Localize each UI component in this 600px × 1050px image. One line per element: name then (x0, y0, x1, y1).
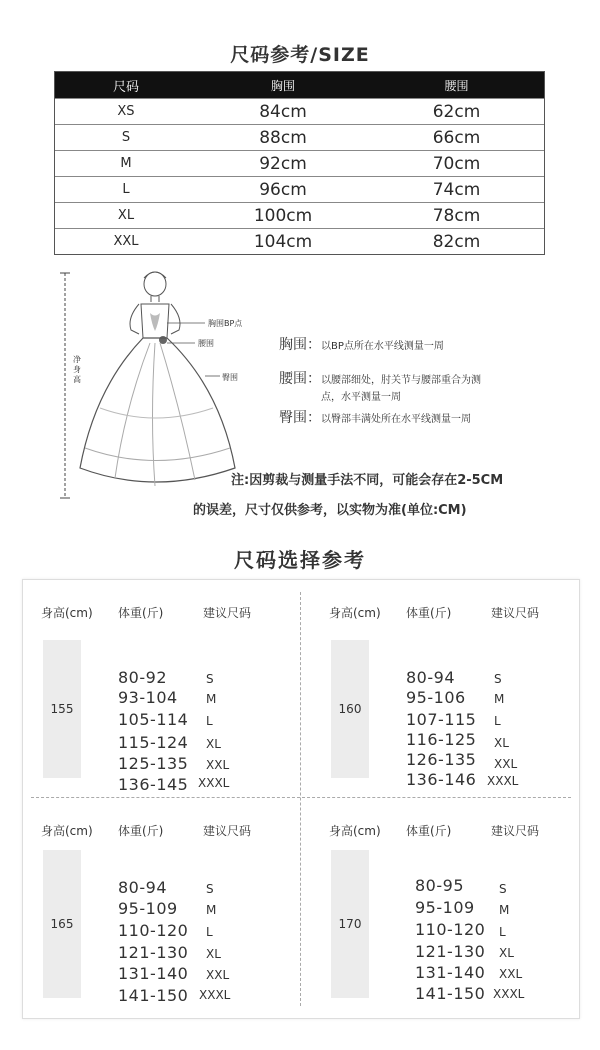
bust-cell: 84cm (259, 101, 307, 122)
weight-range: 141-150 (118, 986, 189, 1005)
height-header: 身高(cm) (329, 824, 381, 838)
height-value: 170 (331, 850, 369, 998)
bust-cell: 92cm (259, 153, 307, 174)
bust-measurement-desc: 以BP点所在水平线测量一周 (321, 341, 444, 352)
weight-range: 131-140 (415, 963, 486, 982)
gown-figure (55, 268, 275, 503)
height-header: 身高(cm) (41, 824, 93, 838)
size-cell: S (121, 130, 131, 145)
hip-measurement-name: 臀围： (279, 410, 321, 426)
suggested-size: XXL (206, 968, 230, 982)
waist-measurement-desc-2: 点，水平测量一周 (321, 392, 401, 403)
gown-illustration (55, 268, 275, 503)
table-row (55, 228, 544, 254)
suggested-size: XL (499, 946, 514, 960)
waist-measurement (279, 368, 481, 388)
bust-cell: 100cm (253, 205, 313, 226)
weight-header: 体重(斤) (118, 606, 164, 620)
weight-range: 110-120 (118, 921, 189, 940)
size-table (54, 71, 545, 255)
bust-cell: 88cm (259, 127, 307, 148)
waist-measurement-name: 腰围： (279, 371, 321, 387)
suggested-size: XXXL (493, 987, 525, 1001)
table-row (55, 124, 544, 150)
suggested-size: XXL (206, 758, 230, 772)
weight-range: 107-115 (406, 710, 477, 729)
waist-measurement-desc: 以腰部细处，肘关节与腰部重合为测 (321, 375, 481, 386)
weight-range: 131-140 (118, 964, 189, 983)
bust-measurement (279, 334, 444, 354)
suggested-size: S (206, 882, 214, 896)
waist-cell: 70cm (432, 153, 481, 174)
height-value: 160 (331, 640, 369, 778)
note-line-2: 的误差，尺寸仅供参考，以实物为准(单位:CM) (193, 503, 467, 518)
column-header-waist: 腰围 (444, 78, 469, 93)
table-header-row (55, 72, 544, 98)
height-header: 身高(cm) (41, 606, 93, 620)
column-header-bust: 胸围 (270, 78, 295, 93)
waist-cell: 78cm (432, 205, 481, 226)
weight-range: 116-125 (406, 730, 477, 749)
weight-range: 95-109 (118, 899, 178, 918)
weight-range: 115-124 (118, 733, 189, 752)
weight-range: 110-120 (415, 920, 486, 939)
height-panel-170 (311, 798, 581, 1008)
weight-range: 141-150 (415, 984, 486, 1003)
weight-header: 体重(斤) (118, 824, 164, 838)
weight-range: 136-146 (406, 770, 477, 789)
size-cell: XS (117, 104, 135, 119)
bust-point-label: 胸围BP点 (208, 319, 243, 328)
height-value: 165 (43, 850, 81, 998)
size-header: 建议尺码 (491, 606, 540, 620)
suggested-size: L (206, 925, 213, 939)
suggested-size: S (499, 882, 507, 896)
weight-range: 80-95 (415, 876, 464, 895)
suggested-size: L (206, 714, 213, 728)
weight-range: 95-109 (415, 898, 475, 917)
weight-header: 体重(斤) (406, 824, 452, 838)
hip-point-label: 臀围 (222, 373, 238, 382)
note-line-1: 注:因剪裁与测量手法不同，可能会存在2-5CM (231, 473, 504, 488)
hip-measurement-desc: 以臀部丰满处所在水平线测量一周 (321, 414, 471, 425)
suggested-size: XXXL (199, 988, 231, 1002)
weight-range: 126-135 (406, 750, 477, 769)
size-header: 建议尺码 (203, 824, 252, 838)
size-header: 建议尺码 (491, 824, 540, 838)
bust-measurement-name: 胸围： (279, 337, 321, 353)
size-cell: L (122, 182, 130, 197)
table-row (55, 150, 544, 176)
weight-range: 136-145 (118, 775, 189, 794)
suggested-size: L (499, 925, 506, 939)
weight-range: 93-104 (118, 688, 178, 707)
waist-cell: 62cm (432, 101, 481, 122)
height-label: 净身高 (73, 355, 81, 384)
size-cell: M (120, 156, 132, 171)
suggested-size: M (206, 692, 217, 706)
weight-range: 80-94 (406, 668, 455, 687)
vertical-divider (300, 592, 301, 1006)
suggested-size: XL (206, 947, 221, 961)
suggested-size: XXXL (198, 776, 230, 790)
height-panel-155 (23, 580, 293, 794)
size-cell: XXL (113, 234, 139, 249)
weight-range: 80-94 (118, 878, 167, 897)
size-header: 建议尺码 (203, 606, 252, 620)
weight-header: 体重(斤) (406, 606, 452, 620)
selection-title: 尺码选择参考 (234, 548, 366, 572)
suggested-size: M (206, 903, 217, 917)
waist-cell: 66cm (432, 127, 481, 148)
size-cell: XL (117, 208, 135, 223)
waist-cell: 82cm (432, 231, 481, 252)
waist-cell: 74cm (432, 179, 481, 200)
column-header-size: 尺码 (112, 79, 139, 95)
suggested-size: S (494, 672, 502, 686)
bust-cell: 104cm (253, 231, 313, 252)
weight-range: 121-130 (118, 943, 189, 962)
weight-range: 121-130 (415, 942, 486, 961)
table-row (55, 202, 544, 228)
suggested-size: L (494, 714, 501, 728)
suggested-size: XXL (499, 967, 523, 981)
suggested-size: XL (206, 737, 221, 751)
weight-range: 105-114 (118, 710, 189, 729)
height-panel-160 (311, 580, 581, 790)
suggested-size: M (499, 903, 510, 917)
table-row (55, 176, 544, 202)
weight-range: 125-135 (118, 754, 189, 773)
bust-cell: 96cm (259, 179, 307, 200)
suggested-size: XL (494, 736, 509, 750)
hip-measurement (279, 407, 471, 427)
weight-range: 95-106 (406, 688, 466, 707)
height-header: 身高(cm) (329, 606, 381, 620)
weight-range: 80-92 (118, 668, 167, 687)
suggested-size: XXXL (487, 774, 519, 788)
waist-point-label: 腰围 (198, 339, 214, 348)
size-selection-panels (22, 579, 580, 1019)
height-value: 155 (43, 640, 81, 778)
suggested-size: S (206, 672, 214, 686)
suggested-size: XXL (494, 757, 518, 771)
size-chart-title: 尺码参考/SIZE (230, 44, 370, 66)
suggested-size: M (494, 692, 505, 706)
table-row (55, 98, 544, 124)
height-panel-165 (23, 798, 293, 1008)
